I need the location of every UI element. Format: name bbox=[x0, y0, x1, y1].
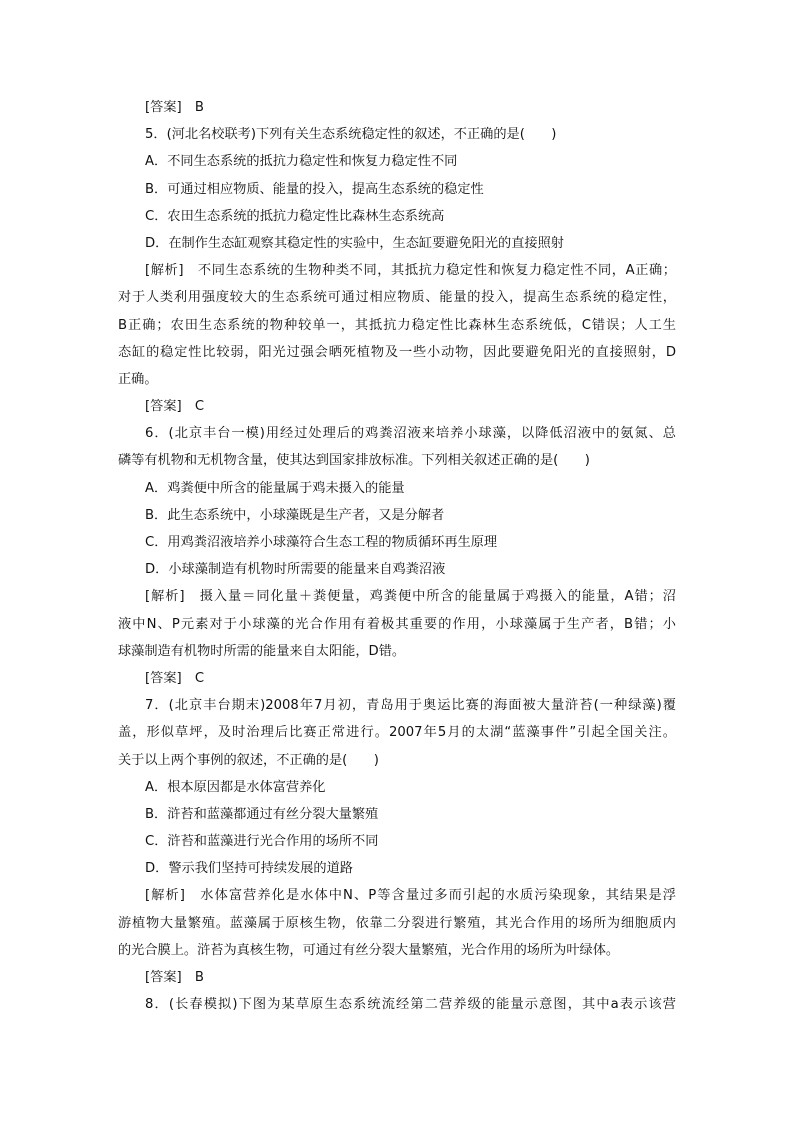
text-line: [答案] C bbox=[145, 399, 205, 415]
text-line: B．浒苔和蓝藻都通过有丝分裂大量繁殖 bbox=[145, 806, 379, 822]
text-line: A．根本原因都是水体富营养化 bbox=[145, 779, 326, 795]
text-line: 8．(长春模拟)下图为某草原生态系统流经第二营养级的能量示意图，其中a表示该营 bbox=[145, 997, 676, 1013]
text-line: [解析] 水体富营养化是水体中N、P等含量过多而引起的水质污染现象，其结果是浮 bbox=[145, 888, 676, 904]
text-line: C．农田生态系统的抵抗力稳定性比森林生态系统高 bbox=[145, 208, 445, 224]
text-line: B．此生态系统中，小球藻既是生产者，又是分解者 bbox=[145, 507, 445, 523]
text-line: [解析] 不同生态系统的生物种类不同，其抵抗力稳定性和恢复力稳定性不同，A正确； bbox=[145, 263, 676, 279]
text-line: [答案] B bbox=[145, 100, 204, 115]
text-line: 5．(河北名校联考)下列有关生态系统稳定性的叙述，不正确的是( ) bbox=[145, 127, 557, 143]
document-page bbox=[118, 94, 676, 1018]
text-line: 对于人类利用强度较大的生态系统可通过相应物质、能量的投入，提高生态系统的稳定性， bbox=[118, 290, 676, 306]
text-line: 7．(北京丰台期末)2008年7月初，青岛用于奥运比赛的海面被大量浒苔(一种绿藻)覆 bbox=[145, 698, 676, 714]
text-line: C．用鸡粪沼液培养小球藻符合生态工程的物质循环再生原理 bbox=[145, 535, 498, 550]
text-line: 游植物大量繁殖。蓝藻属于原核生物，依靠二分裂进行繁殖，其光合作用的场所为细胞质内 bbox=[118, 915, 676, 931]
text-line: A．鸡粪便中所含的能量属于鸡未摄入的能量 bbox=[145, 480, 405, 496]
text-line: 液中N、P元素对于小球藻的光合作用有着极其重要的作用，小球藻属于生产者，B错；小 bbox=[118, 616, 676, 632]
text-line: [答案] B bbox=[145, 970, 204, 985]
text-line: [解析] 摄入量＝同化量＋粪便量，鸡粪便中所含的能量属于鸡摄入的能量，A错；沼 bbox=[145, 589, 676, 605]
text-line: [答案] C bbox=[145, 670, 205, 686]
text-line: 关于以上两个事例的叙述，不正确的是( ) bbox=[118, 752, 379, 768]
text-line: B正确；农田生态系统的物种较单一，其抵抗力稳定性比森林生态系统低，C错误；人工生 bbox=[118, 317, 676, 333]
text-line: 盖，形似草坪，及时治理后比赛正常进行。2007年5月的太湖“蓝藻事件”引起全国关注。 bbox=[118, 725, 676, 741]
text-line: 6．(北京丰台一模)用经过处理后的鸡粪沼液来培养小球藻，以降低沼液中的氨氮、总 bbox=[145, 426, 676, 442]
text-line: C．浒苔和蓝藻进行光合作用的场所不同 bbox=[145, 834, 379, 850]
text-line: D．小球藻制造有机物时所需要的能量来自鸡粪沼液 bbox=[145, 562, 446, 578]
text-line: B．可通过相应物质、能量的投入，提高生态系统的稳定性 bbox=[145, 181, 484, 197]
text-line: 球藻制造有机物时所需的能量来自太阳能，D错。 bbox=[118, 643, 406, 659]
text-line: 的光合膜上。浒苔为真核生物，可通过有丝分裂大量繁殖，光合作用的场所为叶绿体。 bbox=[118, 942, 620, 958]
text-line: 正确。 bbox=[118, 371, 158, 387]
text-line: D．警示我们坚持可持续发展的道路 bbox=[145, 861, 353, 877]
text-line: 磷等有机物和无机物含量，使其达到国家排放标准。下列相关叙述正确的是( ) bbox=[118, 453, 590, 469]
text-line: D．在制作生态缸观察其稳定性的实验中，生态缸要避免阳光的直接照射 bbox=[145, 235, 564, 251]
text-line: 态缸的稳定性比较弱，阳光过强会晒死植物及一些小动物，因此要避免阳光的直接照射，D bbox=[118, 344, 676, 360]
text-line: A．不同生态系统的抵抗力稳定性和恢复力稳定性不同 bbox=[145, 154, 458, 170]
